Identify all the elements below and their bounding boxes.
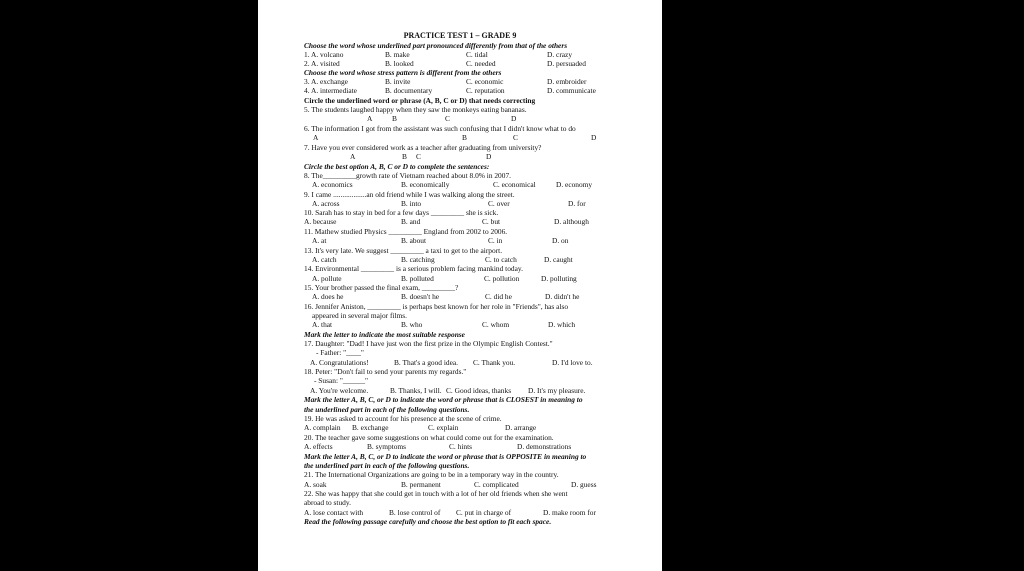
option: 1. A. volcano xyxy=(304,50,344,59)
option: C. Good ideas, thanks xyxy=(446,386,512,395)
option: B. about xyxy=(401,236,427,245)
document-page: PRACTICE TEST 1 – GRADE 9 Choose the word whose underlined part pronounced differently from that of the others 1. A. volcano B. make C. tidal D. crazy 2. A. visited B. looked C. needed D. persuaded Choose the word whose stress pattern is different from the others 3. A. exchange B. invite C. economic D. embroider 4. A. intermediate B. documentary C. reputation D. communicate Circle the underlined word or phrase (A, B, C or D) that needs correcting 5. The students laughed happy when they saw the monkeys eating bananas. A B C D 6. The information I got from the assistant was such confusing that I didn't know what to do A B C D 7. Have you ever considered work as a teacher after graduating from university? A B C D Circle the best option A, B, C or D to complete the sentences: 8. The_________growth rate of Vietnam reached about 8.0% in 2007. A. economics B. economically C. economical D. economy 9. I came ..................an old friend while I was walking along the street. A. across B. into C. over D. for 10. Sarah has to stay in bed for a few days _________ she is sick. A. because B. and C. but D. although 11. Mathew studied Physics _________ England from 2002 to 2006. A. at B. about C. in D. on 13. It's very late. We suggest _________ a taxi to get to the airport. A. catch B. catching C. to catch D. caught 14. Environmental _________ is a serious problem facing mankind today. A. pollute B. polluted C. pollution D. polluting 15. Your brother passed the final exam, _________? A. does he B. doesn't he C. did he D. didn't he 16. Jennifer Aniston, _________ is perhaps best known for her role in "Friends", has also appeared in several major films. A. that B. who C. whom D. which Mark the letter to indicate the most suitable response 17. Daughter: "Dad! I have just won the first prize in the Olympic English Contest." - Father: "____" A. Congratulations! B. That's a good idea. C. Thank you. D. I'd love to. 18. Peter: "Don't fail to send your parents my regards." - Susan: "______" A. You're welcome. B. Thanks, I will. C. Good ideas, thanks D. It's my pleasure. Mark the letter A, B, C, or D to indicate the word or phrase that is CLOSEST in meaning to the underlined part in each of the following questions. 19. He was asked to account for his presence at the scene of crime. A. complain B. exchange C. explain D. arrange 20. The teacher gave some suggestions on what could come out for the examination. A. effects B. symptoms C. hints D. demonstrations Mark the letter A, B, C, or D to indicate the word or phrase that is OPPOSITE in meaning to the underlined part in each of the following questions. 21. The International Organizations are going to be in a temporary way in the country. A. soak B. permanent C. complicated D. guess 22. She was happy that she could get in touch with a lot of her old friends when she went abroad to study. A. lose contact with B. lose control of C. put in charge of D. make room for Read the following passage carefully and choose the best option to fit each space. xyxy=(258,0,662,571)
option: C. did he xyxy=(485,292,512,301)
question-text-continued: abroad to study. xyxy=(304,498,351,507)
option: B. catching xyxy=(401,255,435,264)
option: B. exchange xyxy=(352,423,389,432)
option: 2. A. visited xyxy=(304,59,340,68)
option: B. economically xyxy=(401,180,450,189)
option: D. although xyxy=(554,217,589,226)
question-text: 21. The International Organizations are going to be in a temporary way in the country. xyxy=(304,470,559,479)
option: A. complain xyxy=(304,423,341,432)
question-text: 13. It's very late. We suggest _________ a taxi to get to the airport. xyxy=(304,246,503,255)
option: B. lose control of xyxy=(389,508,441,517)
option: C. reputation xyxy=(466,86,505,95)
option: A. lose contact with xyxy=(304,508,364,517)
option: A. economics xyxy=(312,180,353,189)
option: D. demonstrations xyxy=(517,442,572,451)
option: A. You're welcome. xyxy=(310,386,369,395)
option: C. hints xyxy=(449,442,472,451)
section-heading: Circle the best option A, B, C or D to complete the sentences: xyxy=(304,162,490,171)
option: A. effects xyxy=(304,442,333,451)
option: D. make room for xyxy=(543,508,596,517)
option: D. didn't he xyxy=(545,292,580,301)
option: B. symptoms xyxy=(367,442,407,451)
option: B. into xyxy=(401,199,422,208)
option: B. documentary xyxy=(385,86,433,95)
option: C. explain xyxy=(428,423,459,432)
option: B. and xyxy=(401,217,421,226)
option: 4. A. intermediate xyxy=(304,86,357,95)
question-text: 8. The_________growth rate of Vietnam reached about 8.0% in 2007. xyxy=(304,171,511,180)
option: D. on xyxy=(552,236,569,245)
option: D. It's my pleasure. xyxy=(528,386,586,395)
section-heading: Circle the underlined word or phrase (A, B, C or D) that needs correcting xyxy=(304,96,536,105)
option: A. at xyxy=(312,236,327,245)
option: B. doesn't he xyxy=(401,292,440,301)
question-text: 9. I came ..................an old friend while I was walking along the street. xyxy=(304,190,515,199)
question-text: 7. Have you ever considered work as a teacher after graduating from university? xyxy=(304,143,542,152)
question-text: 5. The students laughed happy when they saw the monkeys eating bananas. xyxy=(304,105,527,114)
option: C. tidal xyxy=(466,50,488,59)
question-text: 20. The teacher gave some suggestions on what could come out for the examination. xyxy=(304,433,554,442)
option: A. across xyxy=(312,199,340,208)
page-title: PRACTICE TEST 1 – GRADE 9 xyxy=(403,31,517,40)
section-heading: the underlined part in each of the following questions. xyxy=(304,405,470,414)
section-heading: Mark the letter A, B, C, or D to indicate the word or phrase that is CLOSEST in meaning to xyxy=(304,395,583,404)
question-text: 11. Mathew studied Physics _________ England from 2002 to 2006. xyxy=(304,227,508,236)
option: 3. A. exchange xyxy=(304,77,348,86)
option: C. put in charge of xyxy=(456,508,512,517)
option: B. who xyxy=(401,320,423,329)
option: D. communicate xyxy=(547,86,596,95)
section-heading: Mark the letter to indicate the most suitable response xyxy=(304,330,465,339)
option: A. because xyxy=(304,217,337,226)
option: B. invite xyxy=(385,77,411,86)
option: C. but xyxy=(482,217,501,226)
option: D. crazy xyxy=(547,50,573,59)
option: C. complicated xyxy=(474,480,519,489)
option: D. which xyxy=(548,320,576,329)
question-text: 16. Jennifer Aniston, _________ is perhaps best known for her role in "Friends", has also xyxy=(304,302,569,311)
question-text: 17. Daughter: "Dad! I have just won the first prize in the Olympic English Contest." xyxy=(304,339,553,348)
option: C. whom xyxy=(482,320,510,329)
option: A. Congratulations! xyxy=(310,358,369,367)
option: D. polluting xyxy=(541,274,577,283)
section-heading: Mark the letter A, B, C, or D to indicate the word or phrase that is OPPOSITE in meaning to xyxy=(304,452,587,461)
option: C. to catch xyxy=(485,255,517,264)
option: A. catch xyxy=(312,255,337,264)
option: B. permanent xyxy=(401,480,441,489)
option: A. pollute xyxy=(312,274,342,283)
option: B. polluted xyxy=(401,274,434,283)
option: B. Thanks, I will. xyxy=(390,386,442,395)
option: C. economic xyxy=(466,77,504,86)
option: C. in xyxy=(488,236,503,245)
option: A. does he xyxy=(312,292,344,301)
option: D. embroider xyxy=(547,77,587,86)
option: C. economical xyxy=(493,180,536,189)
question-text-continued: appeared in several major films. xyxy=(312,311,408,320)
option: A. that xyxy=(312,320,333,329)
option: D. guess xyxy=(571,480,597,489)
option: D. caught xyxy=(544,255,573,264)
option: B. That's a good idea. xyxy=(394,358,459,367)
section-heading: Choose the word whose stress pattern is different from the others xyxy=(304,68,502,77)
question-text: 6. The information I got from the assistant was such confusing that I didn't know what to do xyxy=(304,124,576,133)
section-heading: the underlined part in each of the following questions. xyxy=(304,461,470,470)
section-heading: Read the following passage carefully and choose the best option to fit each space. xyxy=(304,517,552,526)
option: B. looked xyxy=(385,59,414,68)
option: D. economy xyxy=(556,180,593,189)
option: C. needed xyxy=(466,59,496,68)
question-text: 22. She was happy that she could get in touch with a lot of her old friends when she went xyxy=(304,489,568,498)
question-text: 14. Environmental _________ is a serious problem facing mankind today. xyxy=(304,264,523,273)
option: D. for xyxy=(568,199,586,208)
option: C. over xyxy=(488,199,510,208)
section-heading: Choose the word whose underlined part pronounced differently from that of the others xyxy=(304,41,568,50)
question-text: 15. Your brother passed the final exam, _________? xyxy=(304,283,459,292)
option: B. make xyxy=(385,50,410,59)
question-text: 18. Peter: "Don't fail to send your parents my regards." xyxy=(304,367,467,376)
option: D. persuaded xyxy=(547,59,586,68)
question-text: 10. Sarah has to stay in bed for a few days _________ she is sick. xyxy=(304,208,499,217)
dialogue-line: - Father: "____" xyxy=(316,348,364,357)
option: D. arrange xyxy=(505,423,537,432)
option: D. I'd love to. xyxy=(552,358,593,367)
dialogue-line: - Susan: "______" xyxy=(314,376,369,385)
option: C. Thank you. xyxy=(473,358,516,367)
question-text: 19. He was asked to account for his presence at the scene of crime. xyxy=(304,414,502,423)
option: A. soak xyxy=(304,480,327,489)
option: C. pollution xyxy=(484,274,520,283)
